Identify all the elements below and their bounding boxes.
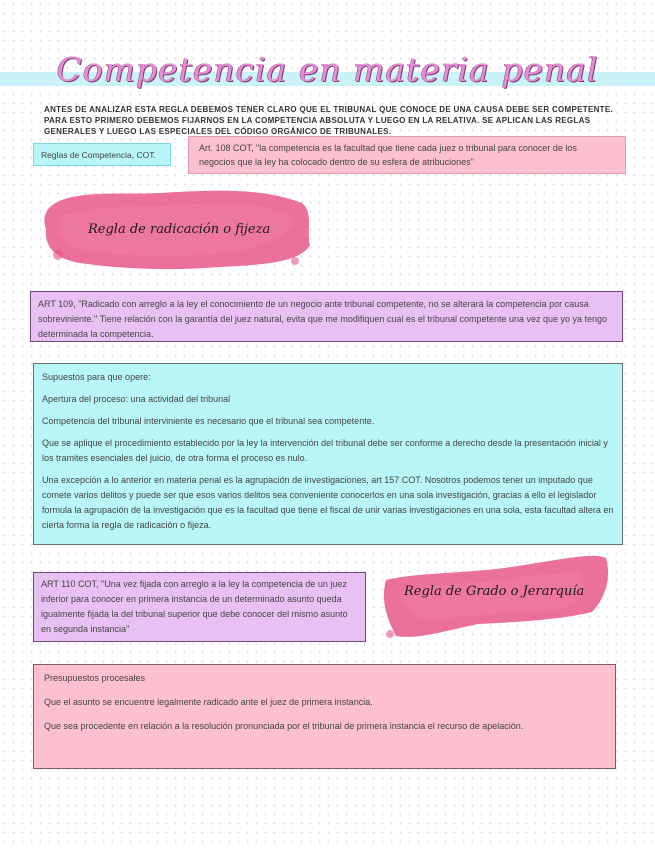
grado-heading-label: Regla de Grado o Jerarquía [404,584,585,599]
art108-box [188,136,626,174]
art108-text: Art. 108 COT, "la competencia es la facultad que tiene cada juez o tribunal para conocer de los negocios que la ley ha colocado dentro de su esfera de atribuciones" [199,143,577,167]
supuestos-item: Apertura del proceso: una actividad del tribunal [42,394,231,404]
supuestos-box [33,363,623,545]
presupuestos-item: Que sea procedente en relación a la resolución pronunciada por el tribunal de primera instancia el recurso de apelación. [44,721,524,731]
rules-tag-text: Reglas de Competencia, COT. [41,150,156,160]
presupuestos-box [33,664,616,769]
radicacion-heading-label: Regla de radicación o fijeza [88,222,271,237]
supuestos-heading: Supuestos para que opere: [42,372,151,382]
radicacion-heading [40,185,312,273]
presupuestos-heading: Presupuestos procesales [44,673,146,683]
art110-text: ART 110 COT, "Una vez fijada con arreglo a la ley la competencia de un juez inferior para conocer en primera instancia de un determinado asunto queda igualmente fijada la del tribunal superior que debe conocer del mismo asunto en segunda instancia" [41,579,348,634]
intro-text: ANTES DE ANALIZAR ESTA REGLA DEBEMOS TENER CLARO QUE EL TRIBUNAL QUE CONOCE DE UNA CAUSA DEBE SER COMPETENTE. PARA ESTO PRIMERO DEBEMOS FIJARNOS EN LA COMPETENCIA ABSOLUTA Y LUEGO EN LA RELATIVA. SE APLICAN LAS REGLAS GENERALES Y LUEGO LAS ESPECIALES DEL CÓDIGO ORGÁNICO DE TRIBUNALES. [44,105,614,136]
page-title: Competencia en materia penal [56,50,599,89]
supuestos-item: Competencia del tribunal interviniente es necesario que el tribunal sea competente. [42,416,375,426]
art109-text: ART 109, "Radicado con arreglo a la ley el conocimiento de un negocio ante tribunal competente, no se alterará la competencia por causa sobreviniente." Tiene relación con la garantía del juez natural, evita que me modifiquen cual es el tribunal competente una vez que yo ya tengo determinada la competencia. [38,299,608,339]
rules-tag [33,143,171,166]
presupuestos-item: Que el asunto se encuentre legalmente radicado ante el juez de primera instancia. [44,697,373,707]
supuestos-item: Que se aplique el procedimiento establecido por la ley la intervención del tribunal debe ser conforme a derecho desde la presentación inicial y los tramites esenciales del juicio, de otra forma el proceso es nulo. [42,438,608,463]
supuestos-item: Una excepción a lo anterior en materia penal es la agrupación de investigaciones, art 157 COT. Nosotros podemos tener un imputado que comete varios delitos y puede ser que esos varios delitos sea conveniente conocerlos en una sola investigación, gracias a ello el legislador formula la agrupación de la investigación que es la facultad que tiene el fiscal de unir varias investigaciones en una sola, esta facultad altera en cierta forma la regla de radicación o fijeza. [42,475,614,530]
art110-box [33,572,366,642]
art109-box [30,291,623,342]
grado-heading [378,550,610,642]
